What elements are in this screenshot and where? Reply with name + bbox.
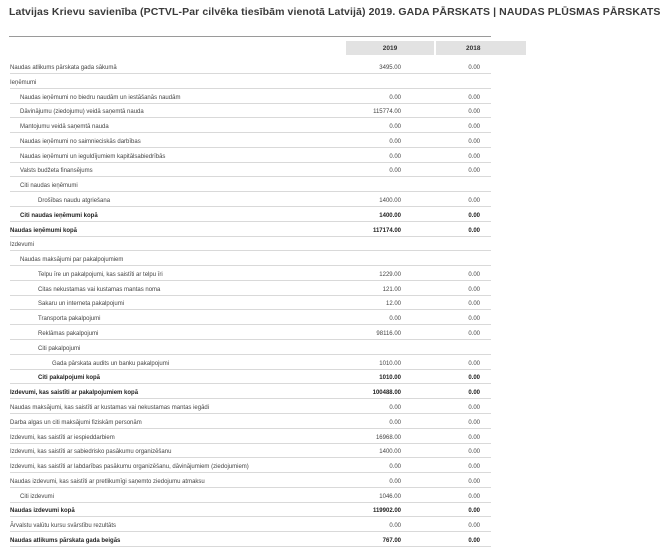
row-label: Dāvinājumu (ziedojumu) veidā saņemtā nauda xyxy=(20,109,144,116)
row-label: Citi izdevumi xyxy=(20,493,55,500)
value-2019: 1010.00 xyxy=(379,375,401,382)
row-label: Gada pārskata audits un banku pakalpojumi xyxy=(52,360,170,367)
row-label: Naudas atlikums pārskata gada sākumā xyxy=(10,65,117,71)
value-2018: 0.00 xyxy=(468,449,480,456)
row-label: Izdevumi xyxy=(10,242,35,249)
table-row xyxy=(10,191,491,207)
table-row xyxy=(10,132,491,148)
table-row xyxy=(10,398,491,414)
value-2019: 115774.00 xyxy=(373,109,401,116)
row-label: Naudas maksājumi par pakalpojumiem xyxy=(20,257,124,264)
table-row xyxy=(10,102,491,118)
value-2019: 0.00 xyxy=(389,404,401,411)
value-2019: 12.00 xyxy=(385,301,401,308)
table-row xyxy=(10,294,491,310)
table-row xyxy=(10,265,491,281)
row-label: Naudas izdevumi kopā xyxy=(10,508,75,515)
value-2018: 0.00 xyxy=(468,434,480,441)
table-row xyxy=(10,368,491,384)
row-label: Izdevumi, kas saistīti ar iespieddarbiem xyxy=(10,434,115,441)
value-2019: 0.00 xyxy=(389,316,401,323)
value-2018: 0.00 xyxy=(468,212,480,219)
value-2019: 0.00 xyxy=(389,153,401,160)
column-header-2018: 2018 xyxy=(436,41,526,55)
table-row xyxy=(10,428,491,444)
value-2018: 0.00 xyxy=(468,65,480,71)
table-row xyxy=(10,413,491,429)
title-divider xyxy=(9,36,491,37)
row-label: Izdevumi, kas saistīti ar labdarības pasākumu organizēšanu, dāvinājumiem (ziedojumiem) xyxy=(10,464,249,471)
value-2019: 0.00 xyxy=(389,94,401,101)
value-2019: 1400.00 xyxy=(379,198,401,205)
column-header-2019: 2019 xyxy=(346,41,434,55)
value-2019: 1010.00 xyxy=(379,360,401,367)
row-label: Drošības naudu atgriešana xyxy=(38,198,111,205)
row-label: Citi naudas ieņēmumi kopā xyxy=(20,212,98,219)
document-title: Latvijas Krievu savienība (PCTVL-Par cilvēka tiesībām vienotā Latvijā) 2019. GADA PĀRSKATS | NAUDAS PLŪSMAS PĀRSKATS xyxy=(9,6,661,18)
row-label: Reklāmas pakalpojumi xyxy=(38,331,99,338)
value-2019: 0.00 xyxy=(389,138,401,145)
value-2018: 0.00 xyxy=(468,109,480,116)
value-2018: 0.00 xyxy=(468,271,480,278)
value-2019: 16968.00 xyxy=(375,434,401,441)
table-row xyxy=(10,117,491,133)
value-2019: 0.00 xyxy=(389,419,401,426)
value-2019: 0.00 xyxy=(389,523,401,530)
table-row xyxy=(10,88,491,104)
table-row xyxy=(10,280,491,296)
value-2018: 0.00 xyxy=(468,419,480,426)
value-2018: 0.00 xyxy=(468,227,480,234)
value-2019: 1229.00 xyxy=(379,271,401,278)
value-2019: 121.00 xyxy=(382,286,401,293)
value-2018: 0.00 xyxy=(468,464,480,471)
table-row xyxy=(10,472,491,488)
value-2018: 0.00 xyxy=(468,198,480,205)
row-label: Naudas atlikums pārskata gada beigās xyxy=(10,537,121,544)
value-2018: 0.00 xyxy=(468,375,480,382)
value-2018: 0.00 xyxy=(468,316,480,323)
value-2019: 98116.00 xyxy=(376,331,401,338)
row-label: Naudas ieņēmumi un ieguldījumiem kapitālsabiedrībās xyxy=(20,153,166,160)
table-row xyxy=(10,531,491,547)
value-2018: 0.00 xyxy=(468,390,480,397)
row-label: Transporta pakalpojumi xyxy=(38,316,101,323)
row-label: Citi naudas ieņēmumi xyxy=(20,183,78,190)
value-2018: 0.00 xyxy=(468,168,480,175)
table-row xyxy=(10,176,491,192)
table-row xyxy=(10,457,491,473)
value-2018: 0.00 xyxy=(468,537,480,544)
table-row xyxy=(10,309,491,325)
value-2019: 0.00 xyxy=(389,168,401,175)
table-row xyxy=(10,235,491,251)
table-row xyxy=(10,147,491,163)
table-row xyxy=(10,383,491,399)
row-label: Sakaru un interneta pakalpojumi xyxy=(38,301,125,308)
value-2018: 0.00 xyxy=(468,523,480,530)
value-2019: 1046.00 xyxy=(379,493,401,500)
value-2019: 767.00 xyxy=(382,537,401,544)
value-2019: 0.00 xyxy=(389,124,401,131)
value-2018: 0.00 xyxy=(468,94,480,101)
value-2019: 1400.00 xyxy=(379,449,401,456)
value-2018: 0.00 xyxy=(468,404,480,411)
row-label: Ieņēmumi xyxy=(10,79,37,86)
table-row xyxy=(10,250,491,266)
value-2018: 0.00 xyxy=(468,286,480,293)
value-2019: 100488.00 xyxy=(372,390,401,397)
row-label: Telpu īre un pakalpojumi, kas saistīti ar telpu īri xyxy=(38,271,163,278)
value-2018: 0.00 xyxy=(468,124,480,131)
row-label: Naudas ieņēmumi no biedru naudām un iestāšanās naudām xyxy=(20,94,181,101)
row-label: Ārvalstu valūtu kursu svārstību rezultāts xyxy=(10,523,117,530)
value-2019: 0.00 xyxy=(389,464,401,471)
table-row xyxy=(10,501,491,517)
table-row xyxy=(10,324,491,340)
value-2019: 117174.00 xyxy=(372,227,401,234)
table-row xyxy=(10,206,491,222)
row-label: Izdevumi, kas saistīti ar sabiedrisko pasākumu organizēšanu xyxy=(10,449,172,456)
row-label: Citi pakalpojumi xyxy=(38,345,81,352)
table-row xyxy=(10,516,491,532)
table-row xyxy=(10,442,491,458)
value-2019: 1400.00 xyxy=(379,212,401,219)
row-label: Mantojumu veidā saņemtā nauda xyxy=(20,124,109,131)
table-row xyxy=(10,221,491,237)
value-2018: 0.00 xyxy=(468,508,480,515)
value-2018: 0.00 xyxy=(468,138,480,145)
row-label: Izdevumi, kas saistīti ar pakalpojumiem kopā xyxy=(10,390,139,397)
row-label: Naudas ieņēmumi kopā xyxy=(10,227,78,234)
row-label: Naudas izdevumi, kas saistīti ar pretlikumīgi saņemto ziedojumu atmaksu xyxy=(10,478,205,485)
value-2019: 3495.00 xyxy=(379,65,401,71)
table-row xyxy=(10,161,491,177)
value-2018: 0.00 xyxy=(468,493,480,500)
row-label: Citas nekustamas vai kustamas mantas noma xyxy=(38,286,161,293)
table-row xyxy=(10,339,491,355)
value-2018: 0.00 xyxy=(468,153,480,160)
value-2018: 0.00 xyxy=(468,301,480,308)
table-row xyxy=(10,354,491,370)
value-2018: 0.00 xyxy=(468,360,480,367)
value-2019: 0.00 xyxy=(389,478,401,485)
value-2018: 0.00 xyxy=(468,331,480,338)
row-label: Citi pakalpojumi kopā xyxy=(38,375,101,382)
value-2019: 119902.00 xyxy=(372,508,401,515)
table-row xyxy=(10,58,491,74)
row-label: Naudas ieņēmumi no saimnieciskās darbības xyxy=(20,138,141,145)
value-2018: 0.00 xyxy=(468,478,480,485)
row-label: Naudas maksājumi, kas saistīti ar kustamas vai nekustamas mantas iegādi xyxy=(10,404,210,411)
table-row xyxy=(10,73,491,89)
row-label: Darba algas un citi maksājumi fiziskām personām xyxy=(10,419,142,426)
table-row xyxy=(10,487,491,503)
row-label: Valsts budžeta finansējums xyxy=(20,168,93,175)
